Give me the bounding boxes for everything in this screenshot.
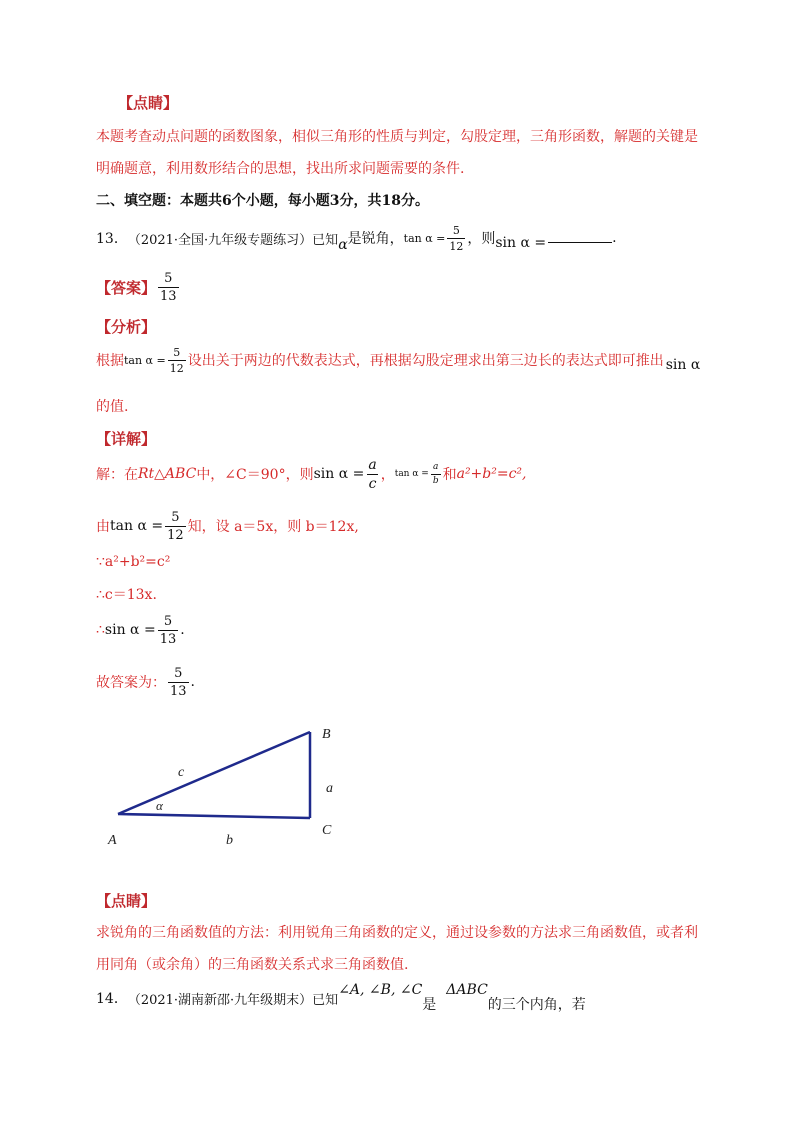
detail-line-4: ∴c＝13x.	[96, 587, 157, 603]
pythagorean-equation: a²+b²=c²,	[456, 466, 527, 482]
answer-fraction	[158, 272, 179, 303]
numerator: 5	[174, 665, 183, 681]
detail-tag: 【详解】	[96, 430, 157, 448]
analysis-tag: 【分析】	[96, 318, 157, 336]
sin-expression: sin α	[665, 357, 701, 373]
answer-blank	[548, 242, 612, 243]
analysis-text: 设出关于两边的代数表达式，再根据勾股定理求出第三边长的表达式即可推出	[187, 353, 664, 369]
detail-text: .	[190, 674, 195, 690]
answer-row	[96, 268, 181, 306]
side-label-c: c	[178, 765, 185, 780]
detail-text: 解：在	[96, 467, 138, 483]
question-end: .	[612, 230, 617, 246]
question-number: 14．	[96, 991, 128, 1007]
fraction-a-b	[431, 463, 441, 486]
numerator: a	[368, 456, 377, 473]
tan-expression: tan α =	[124, 353, 166, 367]
denominator: 12	[449, 239, 464, 253]
fraction-5-12	[165, 511, 186, 542]
triangle-label: Rt△ABC	[138, 466, 197, 482]
sin-expression: sin α =	[104, 622, 156, 638]
numerator: 5	[452, 223, 460, 237]
fraction-5-13	[168, 667, 189, 698]
detail-text: 中，∠C＝90°，则	[196, 467, 314, 483]
denominator: 13	[160, 288, 177, 304]
fraction-5-12	[168, 347, 186, 374]
dianjing-line: 求锐角的三角函数值的方法：利用锐角三角函数的定义，通过设参数的方法求三角函数值，或者利	[96, 925, 698, 941]
denominator: c	[368, 475, 377, 492]
fraction-5-13	[158, 615, 179, 646]
detail-line-6	[96, 662, 195, 702]
numerator: 5	[171, 509, 180, 525]
detail-text: 知，设 a＝5x，则 b＝12x,	[187, 519, 359, 535]
denominator: 12	[167, 527, 184, 543]
numerator: a	[433, 461, 439, 472]
side-label-b: b	[226, 833, 233, 848]
numerator: 5	[173, 345, 181, 359]
fraction-a-c	[366, 458, 378, 491]
vertex-label-a: A	[108, 833, 117, 848]
triangle-figure	[96, 718, 356, 858]
side-b	[118, 814, 310, 818]
denominator: b	[432, 475, 439, 486]
dianjing-line: 用同角（或余角）的三角函数关系式求三角函数值.	[96, 957, 409, 973]
question-text: ，则	[467, 231, 496, 247]
question-number: 13．	[96, 231, 128, 247]
analysis-text: 根据	[96, 353, 124, 369]
question-14	[96, 978, 586, 1018]
question-source: （2021·湖南新邵·九年级期末）已知	[127, 992, 339, 1008]
tan-expression: tan α =	[110, 518, 164, 534]
denominator: 13	[159, 631, 177, 647]
dianjing-line: 本题考查动点问题的函数图象，相似三角形的性质与判定，勾股定理，三角形函数，解题的关键是	[96, 129, 698, 145]
fraction-5-12	[447, 225, 465, 252]
dianjing-line: 明确题意，利用数形结合的思想，找出所求问题需要的条件.	[96, 161, 465, 177]
question-text: 的三个内角，若	[487, 997, 586, 1013]
vertex-label-c: C	[322, 823, 332, 838]
numerator: 5	[164, 270, 173, 286]
denominator: 13	[170, 683, 187, 699]
sin-expression: sin α =	[313, 466, 365, 482]
triangle-label: ΔABC	[446, 982, 488, 998]
detail-line-3: ∵a²+b²=c²	[96, 554, 171, 570]
detail-line-2	[96, 508, 359, 544]
detail-line-5	[96, 612, 185, 648]
sin-expression: sin α =	[495, 235, 547, 251]
analysis-line: 的值.	[96, 399, 129, 415]
detail-text: 由	[96, 519, 110, 535]
detail-text: .	[180, 622, 185, 638]
alpha-symbol: α	[338, 237, 348, 253]
dianjing-tag: 【点睛】	[96, 892, 157, 910]
angle-alpha-label: α	[156, 798, 163, 813]
denominator: 12	[169, 361, 184, 375]
detail-text: 和	[442, 467, 457, 483]
detail-text: ∴	[96, 622, 105, 638]
vertex-label-b: B	[322, 727, 331, 742]
tan-expression: tan α =	[394, 469, 429, 479]
question-13	[96, 220, 617, 256]
tan-expression: tan α =	[403, 231, 446, 245]
side-c	[118, 732, 310, 814]
detail-line-1	[96, 456, 527, 492]
section-header: 二、填空题：本题共6个小题，每小题3分，共18分。	[96, 193, 429, 209]
detail-text: ，	[380, 467, 395, 483]
question-source: （2021·全国·九年级专题练习）已知	[127, 232, 339, 248]
question-text: 是锐角，	[347, 231, 404, 247]
question-text: 是	[422, 997, 437, 1013]
side-label-a: a	[326, 781, 333, 796]
answer-tag: 【答案】	[96, 278, 157, 297]
analysis-line	[96, 342, 700, 378]
detail-text: 故答案为：	[96, 675, 166, 691]
numerator: 5	[163, 613, 173, 629]
angles-expression: ∠A, ∠B, ∠C	[338, 982, 423, 998]
dianjing-tag: 【点睛】	[118, 94, 179, 112]
